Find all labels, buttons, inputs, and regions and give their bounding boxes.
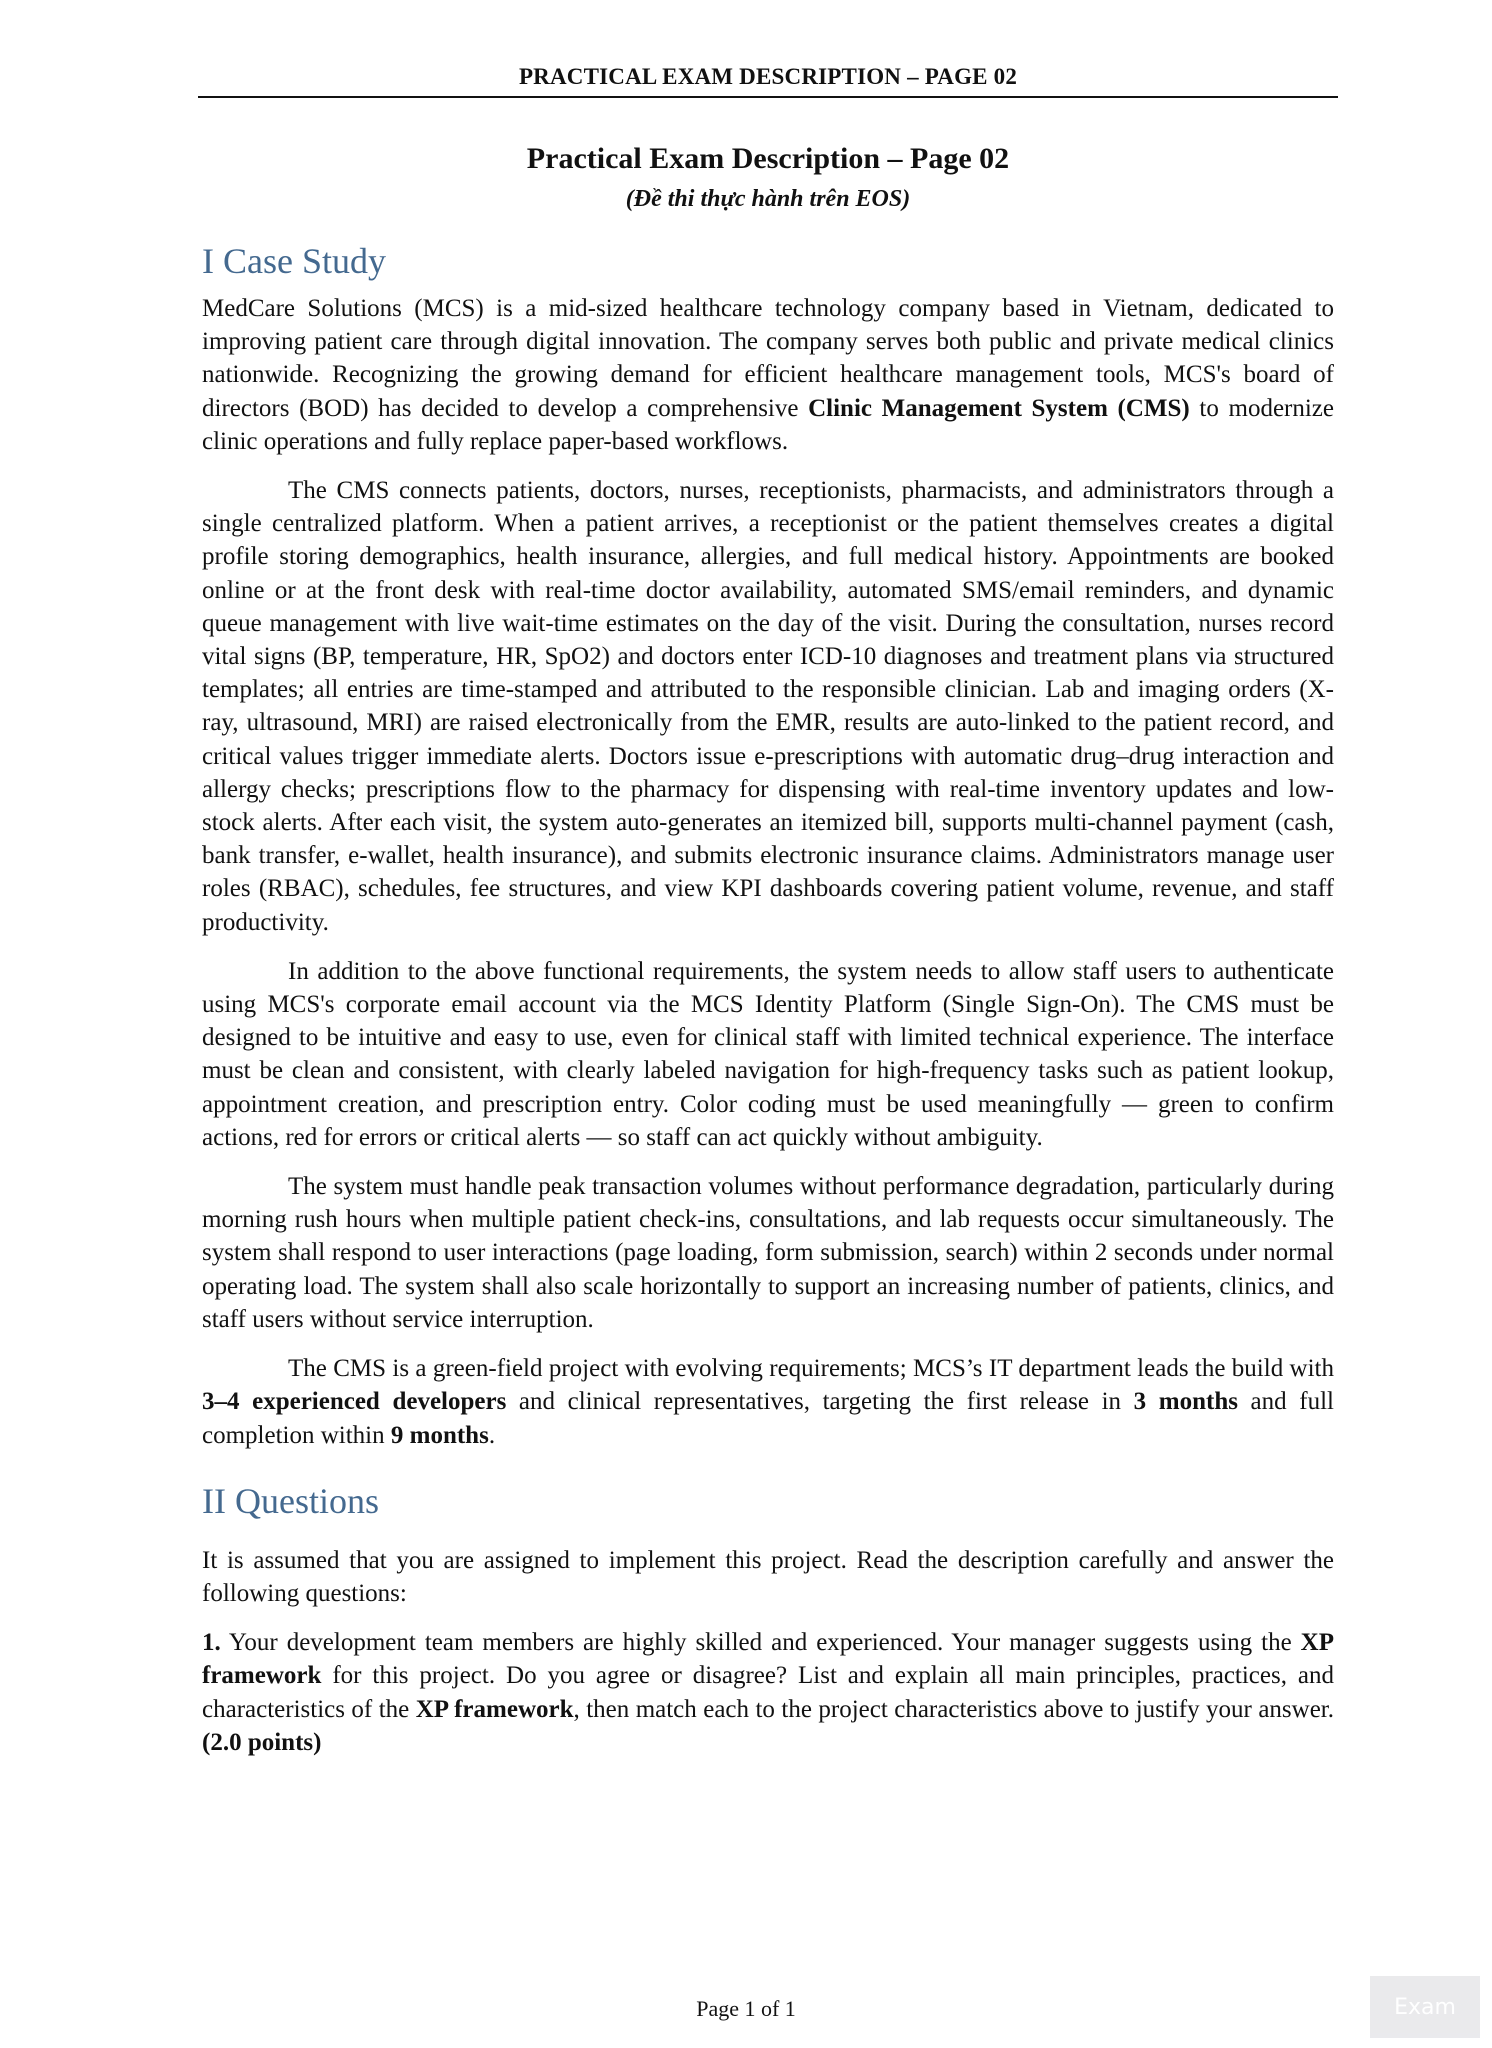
document-content bbox=[202, 138, 1334, 1775]
case-study-paragraph-3: In addition to the above functional requirements, the system needs to allow staff users to authenticate using MCS's corporate email account via the MCS Identity Platform (Single Sign-On). The CMS must be designed to be intuitive and easy to use, even for clinical staff with limited technical experience. The interface must be clean and consistent, with clearly labeled navigation for high-frequency tasks such as patient lookup, appointment creation, and prescription entry. Color coding must be used meaningfully — green to confirm actions, red for errors or critical alerts — so staff can act quickly without ambiguity. bbox=[202, 957, 1334, 1151]
page-number: Page 1 of 1 bbox=[696, 1996, 796, 2021]
document-subtitle: (Đề thi thực hành trên EOS) bbox=[625, 186, 911, 212]
questions-intro: It is assumed that you are assigned to implement this project. Read the description carefully and answer the following questions: bbox=[202, 1546, 1334, 1607]
section-heading-questions: II Questions bbox=[202, 1480, 379, 1521]
watermark-text: Exam bbox=[1394, 1994, 1456, 2020]
question-1: 1. Your development team members are highly skilled and experienced. Your manager suggests using the XP framework for this project. Do you agree or disagree? List and explain all main principles, practices, and characteristics of the XP framework, then match each to the project characteristics above to justify your answer. (2.0 points) bbox=[202, 1629, 1334, 1756]
case-study-paragraph-2: The CMS connects patients, doctors, nurses, receptionists, pharmacists, and administrators through a single centralized platform. When a patient arrives, a receptionist or the patient themselves creates a digital profile storing demographics, health insurance, allergies, and full medical history. Appointments are booked online or at the front desk with real-time doctor availability, automated SMS/email reminders, and dynamic queue management with live wait-time estimates on the day of the visit. During the consultation, nurses record vital signs (BP, temperature, HR, SpO2) and doctors enter ICD-10 diagnoses and treatment plans via structured templates; all entries are time-stamped and attributed to the responsible clinician. Lab and imaging orders (X-ray, ultrasound, MRI) are raised electronically from the EMR, results are auto-linked to the patient record, and critical values trigger immediate alerts. Doctors issue e-prescriptions with automatic drug–drug interaction and allergy checks; prescriptions flow to the pharmacy for dispensing with real-time inventory updates and low-stock alerts. After each visit, the system auto-generates an itemized bill, supports multi-channel payment (cash, bank transfer, e-wallet, health insurance), and submits electronic insurance claims. Administrators manage user roles (RBAC), schedules, fee structures, and view KPI dashboards covering patient volume, revenue, and staff productivity. bbox=[202, 477, 1334, 936]
section-heading-case-study: I Case Study bbox=[202, 241, 386, 281]
case-study-paragraph-1: MedCare Solutions (MCS) is a mid-sized healthcare technology company based in Vietnam, dedicated to improving patient care through digital innovation. The company serves both public and private medical clinics nationwide. Recognizing the growing demand for efficient healthcare management tools, MCS's board of directors (BOD) has decided to develop a comprehensive Clinic Management System (CMS) to modernize clinic operations and fully replace paper-based workflows. bbox=[202, 295, 1335, 455]
exam-watermark-logo bbox=[1370, 1976, 1480, 2038]
running-header: PRACTICAL EXAM DESCRIPTION – PAGE 02 bbox=[198, 64, 1338, 98]
case-study-paragraph-4: The system must handle peak transaction volumes without performance degradation, particularly during morning rush hours when multiple patient check-ins, consultations, and lab requests occur simultaneously. The system shall respond to user interactions (page loading, form submission, search) within 2 seconds under normal operating load. The system shall also scale horizontally to support an increasing number of patients, clinics, and staff users without service interruption. bbox=[202, 1173, 1334, 1333]
case-study-paragraph-5: The CMS is a green-field project with evolving requirements; MCS’s IT department leads the build with 3–4 experienced developers and clinical representatives, targeting the first release in 3 months and full completion within 9 months. bbox=[202, 1355, 1334, 1449]
document-title: Practical Exam Description – Page 02 bbox=[526, 142, 1010, 175]
